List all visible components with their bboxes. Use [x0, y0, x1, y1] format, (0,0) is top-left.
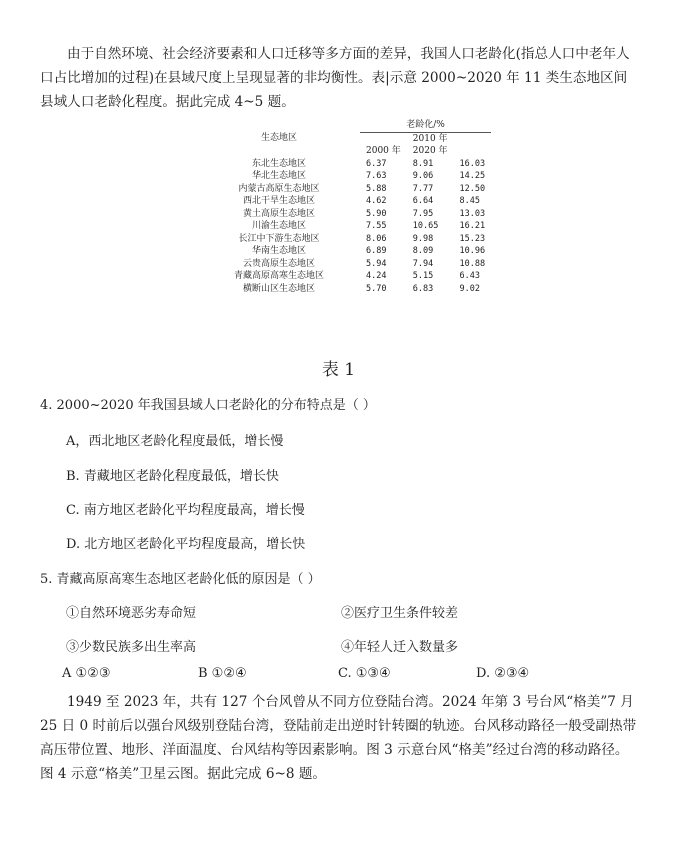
table-row: [198, 195, 491, 208]
table-cell-2020: 13.03: [459, 208, 486, 219]
table-row: [198, 245, 491, 258]
table-cell-2000: 8.06: [366, 233, 387, 244]
table-row: [198, 183, 491, 196]
table-cell-region: 东北生态地区: [251, 158, 306, 169]
table-cell-2010: 10.65: [412, 221, 439, 231]
table-cell-region: 内蒙古高原生态地区: [238, 183, 320, 194]
table-cell-2020: 16.21: [459, 221, 486, 231]
table-cell-2000: 6.37: [366, 158, 387, 169]
table-header-2020: 2020 年: [412, 146, 448, 156]
table-cell-2020: 10.96: [459, 246, 486, 256]
table-cell-region: 川渝生态地区: [251, 221, 306, 231]
table-cell-region: 西北干旱生态地区: [242, 196, 315, 206]
q4-option-b: B. 青藏地区老龄化程度最低，增长快: [66, 469, 279, 484]
table-cell-2010: 7.95: [412, 208, 434, 219]
q5-stem: 5. 青藏高原高寒生态地区老龄化低的原因是（ ）: [40, 572, 321, 587]
table-cell-2010: 7.94: [412, 258, 434, 269]
q4-option-c: C. 南方地区老龄化平均程度最高，增长慢: [66, 503, 305, 518]
typhoon-paragraph: 1949 至 2023 年，共有 127 个台风曾从不同方位登陆台湾。2024 年第 3 号台风“格美”7 月 25 日 0 时前后以强台风级别登陆台湾，登陆前走出逆时针转圈的轨迹。台风移动路径一般受副热带高压带位置、地形、洋面温度、台风结构等因素影响。图 3 示意台风“格美”经过台湾的移动路径。图 4 示意“格美”卫星云图。据此完成 6~8 题。: [40, 694, 637, 782]
table-cell-2000: 6.89: [366, 246, 387, 256]
table-cell-region: 云贵高原生态地区: [242, 258, 315, 269]
table-row: [198, 270, 491, 283]
table-cell-2000: 4.24: [366, 271, 387, 281]
table-cell-2010: 8.91: [412, 158, 434, 169]
table-row: [198, 258, 491, 271]
table-cell-2000: 5.70: [366, 283, 387, 294]
table-cell-2010: 8.09: [412, 246, 434, 256]
table-cell-2000: 5.88: [366, 183, 387, 194]
table-row: [198, 220, 491, 233]
table-row: [198, 170, 491, 183]
aging-table: [198, 119, 491, 295]
table-cell-2020: 8.45: [459, 196, 481, 206]
q5-option-d: D. ②③④: [476, 666, 530, 681]
q5-item-4: ④年轻人迁入数量多: [341, 640, 459, 655]
table-cell-2020: 15.23: [459, 233, 486, 244]
table-cell-region: 横断山区生态地区: [242, 283, 315, 294]
table-cell-region: 青藏高原高寒生态地区: [233, 271, 324, 281]
table-cell-2000: 7.55: [366, 221, 387, 231]
q5-option-c: C. ①③④: [338, 666, 391, 681]
table-cell-2000: 7.63: [366, 171, 387, 181]
table-cell-2020: 10.88: [459, 258, 486, 269]
table-cell-2000: 5.94: [366, 258, 387, 269]
q5-item-3: ③少数民族多出生率高: [66, 640, 197, 655]
table-cell-2020: 12.50: [459, 183, 486, 194]
table-header-2010: 2010 年: [412, 133, 448, 144]
table-caption: 表 1: [321, 360, 356, 380]
table-cell-2010: 9.06: [412, 171, 434, 181]
table-cell-2010: 9.98: [412, 233, 434, 244]
table-cell-2020: 14.25: [459, 171, 486, 181]
table-cell-2010: 6.64: [412, 196, 434, 206]
table-cell-region: 华南生态地区: [251, 246, 306, 256]
q5-item-2: ②医疗卫生条件较差: [341, 606, 459, 621]
q4-stem: 4. 2000~2020 年我国县域人口老龄化的分布特点是（ ）: [40, 398, 376, 413]
table-cell-region: 华北生态地区: [251, 171, 306, 181]
q5-option-b: B ①②④: [198, 666, 247, 681]
table-cell-2020: 16.03: [459, 158, 486, 169]
table-cell-2000: 5.90: [366, 208, 387, 219]
table-header-2010-2020: [407, 132, 454, 158]
table-cell-2020: 6.43: [459, 271, 481, 281]
table-cell-2020: 9.02: [459, 283, 481, 294]
table-cell-region: 黄土高原生态地区: [242, 208, 315, 219]
table-row: [198, 233, 491, 246]
table-cell-region: 长江中下游生态地区: [238, 233, 320, 244]
table-row: [198, 283, 491, 296]
table-row: [198, 158, 491, 171]
q4-option-a: A，西北地区老龄化程度最低，增长慢: [66, 434, 284, 449]
table-cell-2010: 7.77: [412, 183, 434, 194]
table-cell-2000: 4.62: [366, 196, 387, 206]
table-header-aging: 老龄化/%: [360, 119, 491, 132]
table-header-blank: [454, 132, 492, 158]
intro-paragraph: 由于自然环境、社会经济要素和人口迁移等多方面的差异，我国人口老龄化(指总人口中老年人口占比增加的过程)在县域尺度上呈现显著的非均衡性。表|示意 2000~2020 年 11 类生态地区间县域人口老龄化程度。据此完成 4~5 题。: [40, 46, 630, 110]
table-header-region: 生态地区: [260, 133, 297, 143]
table-cell-2010: 6.83: [412, 283, 434, 294]
table-header-2000: 2000 年: [366, 146, 401, 156]
table-row: [198, 208, 491, 221]
q4-option-d: D. 北方地区老龄化平均程度最高，增长快: [66, 537, 306, 552]
q5-item-1: ①自然环境恶劣寿命短: [66, 606, 197, 621]
table-cell-2010: 5.15: [412, 271, 434, 281]
q5-option-a: A ①②③: [62, 666, 111, 681]
